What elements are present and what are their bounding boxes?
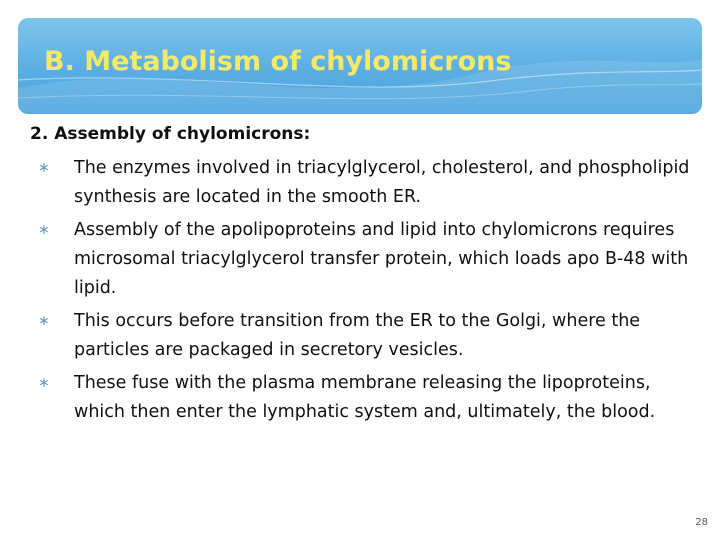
section-heading: 2. Assembly of chylomicrons: xyxy=(30,124,311,144)
title-banner xyxy=(18,18,702,114)
list-item xyxy=(30,216,700,303)
page-number: 28 xyxy=(695,517,708,528)
bullet-asterisk-icon: ∗ xyxy=(38,313,50,329)
bullet-asterisk-icon: ∗ xyxy=(38,222,50,238)
bullet-text: The enzymes involved in triacylglycerol, cholesterol, and phospholipid synthesis are located in the smooth ER. xyxy=(74,158,690,207)
bullet-list xyxy=(30,154,700,427)
bullet-text: Assembly of the apolipoproteins and lipid into chylomicrons requires microsomal triacylglycerol transfer protein, which loads apo B-48 with lipid. xyxy=(74,220,689,298)
bullet-asterisk-icon: ∗ xyxy=(38,160,50,176)
slide-title: B. Metabolism of chylomicrons xyxy=(44,46,512,77)
list-item xyxy=(30,154,700,212)
bullet-asterisk-icon: ∗ xyxy=(38,375,50,391)
bullet-text: These fuse with the plasma membrane releasing the lipoproteins, which then enter the lymphatic system and, ultimately, the blood. xyxy=(74,373,656,422)
slide-content xyxy=(30,124,700,431)
list-item xyxy=(30,307,700,365)
list-item xyxy=(30,369,700,427)
bullet-text: This occurs before transition from the ER to the Golgi, where the particles are packaged in secretory vesicles. xyxy=(74,311,641,360)
